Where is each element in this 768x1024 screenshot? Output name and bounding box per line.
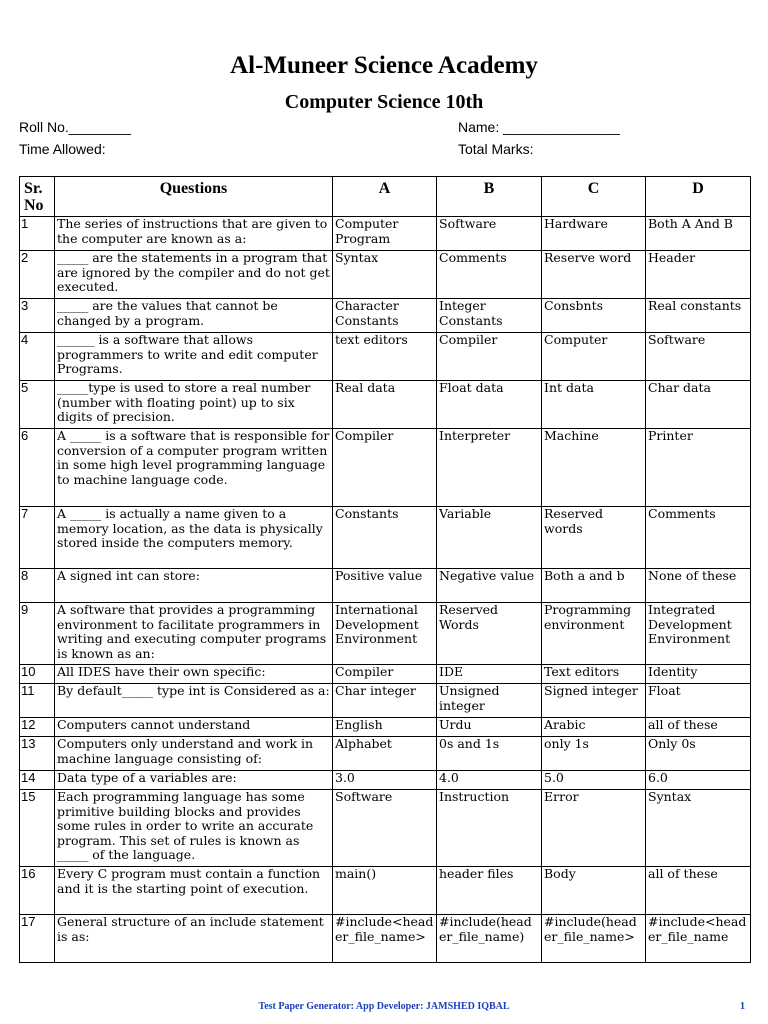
table-row [20, 718, 751, 737]
option-b: Integer Constants [437, 299, 542, 333]
question-text: General structure of an include statement is as: [55, 915, 333, 963]
question-text: _____ are the statements in a program that are ignored by the compiler and do not get executed. [55, 251, 333, 299]
total-marks-field: Total Marks: [458, 141, 534, 157]
option-c: Reserved words [542, 507, 646, 569]
questions-table [19, 176, 751, 963]
option-a: Computer Program [333, 217, 437, 251]
option-c: Signed integer [542, 684, 646, 718]
option-a: Char integer [333, 684, 437, 718]
option-c: Text editors [542, 665, 646, 684]
option-b: Compiler [437, 333, 542, 381]
table-row [20, 684, 751, 718]
option-d: Printer [646, 429, 751, 507]
question-number: 5 [20, 381, 55, 429]
option-d: all of these [646, 867, 751, 915]
question-text: ______ is a software that allows programmers to write and edit computer Programs. [55, 333, 333, 381]
option-a: text editors [333, 333, 437, 381]
name-field: Name: _______________ [458, 119, 620, 135]
question-number: 17 [20, 915, 55, 963]
option-a: Constants [333, 507, 437, 569]
roll-no-field: Roll No.________ [19, 119, 132, 135]
question-text: A _____ is actually a name given to a memory location, as the data is physically stored inside the computers memory. [55, 507, 333, 569]
option-c: #include(header_file_name> [542, 915, 646, 963]
question-number: 3 [20, 299, 55, 333]
option-b: header files [437, 867, 542, 915]
option-a: Alphabet [333, 737, 437, 771]
question-text: Data type of a variables are: [55, 771, 333, 790]
option-c: 5.0 [542, 771, 646, 790]
option-c: Computer [542, 333, 646, 381]
option-b: Instruction [437, 790, 542, 867]
option-b: Interpreter [437, 429, 542, 507]
table-header-row [20, 177, 751, 217]
option-d: None of these [646, 569, 751, 603]
option-c: Reserve word [542, 251, 646, 299]
option-a: Compiler [333, 665, 437, 684]
option-b: Urdu [437, 718, 542, 737]
question-number: 16 [20, 867, 55, 915]
question-number: 9 [20, 603, 55, 665]
option-d: Real constants [646, 299, 751, 333]
header-option-c: C [542, 177, 646, 217]
option-c: Arabic [542, 718, 646, 737]
option-c: only 1s [542, 737, 646, 771]
footer-credit: Test Paper Generator: App Developer: JAMSHED IQBAL [258, 1001, 510, 1012]
option-d: Float [646, 684, 751, 718]
table-row [20, 507, 751, 569]
option-d: Syntax [646, 790, 751, 867]
option-a: Compiler [333, 429, 437, 507]
question-text: A signed int can store: [55, 569, 333, 603]
table-row [20, 665, 751, 684]
paper-subtitle: Computer Science 10th [284, 91, 484, 113]
table-row [20, 217, 751, 251]
option-b: #include(header_file_name) [437, 915, 542, 963]
table-row [20, 790, 751, 867]
question-number: 12 [20, 718, 55, 737]
table-row [20, 915, 751, 963]
question-text: _____ are the values that cannot be changed by a program. [55, 299, 333, 333]
table-row [20, 299, 751, 333]
question-text: By default_____ type int is Considered as a: [55, 684, 333, 718]
option-a: 3.0 [333, 771, 437, 790]
question-number: 2 [20, 251, 55, 299]
question-text: A _____ is a software that is responsible for conversion of a computer program written in some high level programming language to machine language code. [55, 429, 333, 507]
option-d: Identity [646, 665, 751, 684]
option-d: 6.0 [646, 771, 751, 790]
option-a: Syntax [333, 251, 437, 299]
question-text: Each programming language has some primitive building blocks and provides some rules in order to write an accurate program. This set of rules is known as _____ of the language. [55, 790, 333, 867]
question-number: 11 [20, 684, 55, 718]
option-d: #include<header_file_name [646, 915, 751, 963]
question-number: 13 [20, 737, 55, 771]
option-b: Software [437, 217, 542, 251]
option-b: Reserved Words [437, 603, 542, 665]
option-d: all of these [646, 718, 751, 737]
option-d: Integrated Development Environment [646, 603, 751, 665]
option-b: Variable [437, 507, 542, 569]
option-d: Header [646, 251, 751, 299]
header-option-b: B [437, 177, 542, 217]
question-text: Computers only understand and work in machine language consisting of: [55, 737, 333, 771]
table-row [20, 429, 751, 507]
question-number: 15 [20, 790, 55, 867]
option-d: Comments [646, 507, 751, 569]
table-row [20, 737, 751, 771]
question-number: 8 [20, 569, 55, 603]
option-b: 4.0 [437, 771, 542, 790]
option-d: Only 0s [646, 737, 751, 771]
option-a: Software [333, 790, 437, 867]
option-c: Programming environment [542, 603, 646, 665]
question-number: 6 [20, 429, 55, 507]
header-sr-no: Sr. No [20, 177, 55, 217]
question-number: 14 [20, 771, 55, 790]
option-b: Unsigned integer [437, 684, 542, 718]
option-a: Real data [333, 381, 437, 429]
option-c: Machine [542, 429, 646, 507]
question-number: 1 [20, 217, 55, 251]
option-c: Error [542, 790, 646, 867]
option-d: Software [646, 333, 751, 381]
question-text: Computers cannot understand [55, 718, 333, 737]
option-c: Body [542, 867, 646, 915]
table-row [20, 603, 751, 665]
table-row [20, 333, 751, 381]
option-a: English [333, 718, 437, 737]
option-a: Character Constants [333, 299, 437, 333]
option-b: Comments [437, 251, 542, 299]
question-text: _____type is used to store a real number (number with floating point) up to six digits of precision. [55, 381, 333, 429]
question-number: 4 [20, 333, 55, 381]
option-b: 0s and 1s [437, 737, 542, 771]
option-c: Consbnts [542, 299, 646, 333]
table-row [20, 381, 751, 429]
table-row [20, 251, 751, 299]
option-c: Hardware [542, 217, 646, 251]
time-allowed-field: Time Allowed: [19, 141, 106, 157]
table-row [20, 867, 751, 915]
option-a: main() [333, 867, 437, 915]
question-number: 7 [20, 507, 55, 569]
academy-title: Al-Muneer Science Academy [230, 52, 538, 79]
table-row [20, 569, 751, 603]
question-text: A software that provides a programming environment to facilitate programmers in writing and executing computer programs is known as an: [55, 603, 333, 665]
header-option-d: D [646, 177, 751, 217]
question-text: Every C program must contain a function and it is the starting point of execution. [55, 867, 333, 915]
option-b: Negative value [437, 569, 542, 603]
question-text: All IDES have their own specific: [55, 665, 333, 684]
option-b: Float data [437, 381, 542, 429]
option-c: Both a and b [542, 569, 646, 603]
table-row [20, 771, 751, 790]
page-number: 1 [740, 1001, 745, 1012]
option-d: Char data [646, 381, 751, 429]
option-a: Positive value [333, 569, 437, 603]
option-d: Both A And B [646, 217, 751, 251]
option-b: IDE [437, 665, 542, 684]
question-text: The series of instructions that are given to the computer are known as a: [55, 217, 333, 251]
option-a: International Development Environment [333, 603, 437, 665]
option-a: #include<header_file_name> [333, 915, 437, 963]
header-option-a: A [333, 177, 437, 217]
question-number: 10 [20, 665, 55, 684]
option-c: Int data [542, 381, 646, 429]
header-questions: Questions [55, 177, 333, 217]
